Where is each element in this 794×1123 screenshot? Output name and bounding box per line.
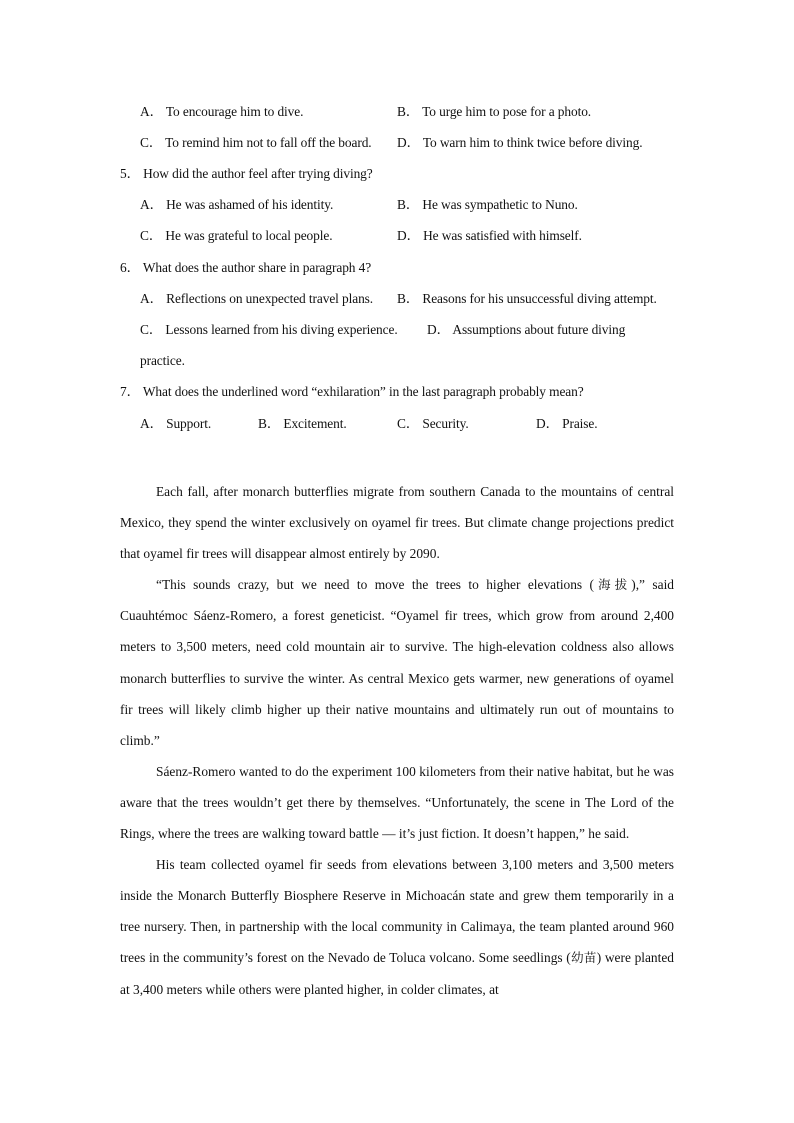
reading-passage <box>120 476 674 1005</box>
q6-option-a: A． Reflections on unexpected travel plans. <box>140 291 374 306</box>
q5-option-b: B． He was sympathetic to Nuno. <box>397 197 578 212</box>
q6-stem: 6． What does the author share in paragraph 4? <box>120 260 372 275</box>
q4-option-a: A． To encourage him to dive. <box>140 104 304 119</box>
q6-option-c: C． Lessons learned from his diving experience. <box>140 322 398 337</box>
p2-chinese-gloss: 海拔 <box>594 577 632 593</box>
q5-stem: 5． How did the author feel after trying diving? <box>120 166 373 181</box>
q6-option-d: D． Assumptions about future diving <box>427 322 626 337</box>
passage-paragraph-3: Sáenz-Romero wanted to do the experiment 100 kilometers from their native habitat, but he was aware that the trees wouldn’t get there by themselves. “Unfortunately, the scene in The Lord of the Rings, where the trees are walking toward battle — it’s just fiction. It doesn’t happen,” he said. <box>120 763 674 842</box>
q6-option-d-continued: practice. <box>140 353 185 368</box>
q4-option-c: C． To remind him not to fall off the board. <box>140 135 372 150</box>
q6-option-b: B． Reasons for his unsuccessful diving attempt. <box>397 291 657 306</box>
q4-option-b: B． To urge him to pose for a photo. <box>397 104 592 119</box>
q7-option-a: A． Support. <box>140 416 212 431</box>
q5-option-d: D． He was satisfied with himself. <box>397 228 582 243</box>
q5-option-c: C． He was grateful to local people. <box>140 228 333 243</box>
q7-option-c: C． Security. <box>397 416 469 431</box>
q7-stem: 7． What does the underlined word “exhilaration” in the last paragraph probably mean? <box>120 384 584 399</box>
p2-text-end: ),” said Cuauhtémoc Sáenz-Romero, a forest geneticist. “Oyamel fir trees, which grow from around 2,400 meters to 3,500 meters, need cold mountain air to survive. The high-elevation coldness also allows monarch butterflies to survive the winter. As central Mexico gets warmer, new generations of oyamel fir trees will likely climb higher up their native mountains and ultimately run out of mountains to climb.” <box>120 577 674 748</box>
q4-option-d: D． To warn him to think twice before diving. <box>397 135 643 150</box>
q5-option-a: A． He was ashamed of his identity. <box>140 197 334 212</box>
passage-paragraph-4 <box>120 849 674 1004</box>
p4-chinese-gloss: 幼苗 <box>570 950 597 966</box>
q7-option-b: B． Excitement. <box>258 416 347 431</box>
passage-paragraph-1: Each fall, after monarch butterflies migrate from southern Canada to the mountains of central Mexico, they spend the winter exclusively on oyamel fir trees. But climate change projections predict that oyamel fir trees will disappear almost entirely by 2090. <box>120 484 674 562</box>
q7-option-d: D． Praise. <box>536 416 598 431</box>
p2-text-start: “This sounds crazy, but we need to move the trees to higher elevations ( <box>156 577 595 593</box>
passage-paragraph-2 <box>120 569 674 756</box>
p4-text-end: ) were planted at 3,400 meters while others were planted higher, in colder climates, at <box>120 950 674 997</box>
p4-text-start: His team collected oyamel fir seeds from elevations between 3,100 meters and 3,500 meters inside the Monarch Butterfly Biosphere Reserve in Michoacán state and grew them temporarily in a tree nursery. Then, in partnership with the local community in Calimaya, the team planted around 960 trees in the community’s forest on the Nevado de Toluca volcano. Some seedlings ( <box>120 857 674 966</box>
